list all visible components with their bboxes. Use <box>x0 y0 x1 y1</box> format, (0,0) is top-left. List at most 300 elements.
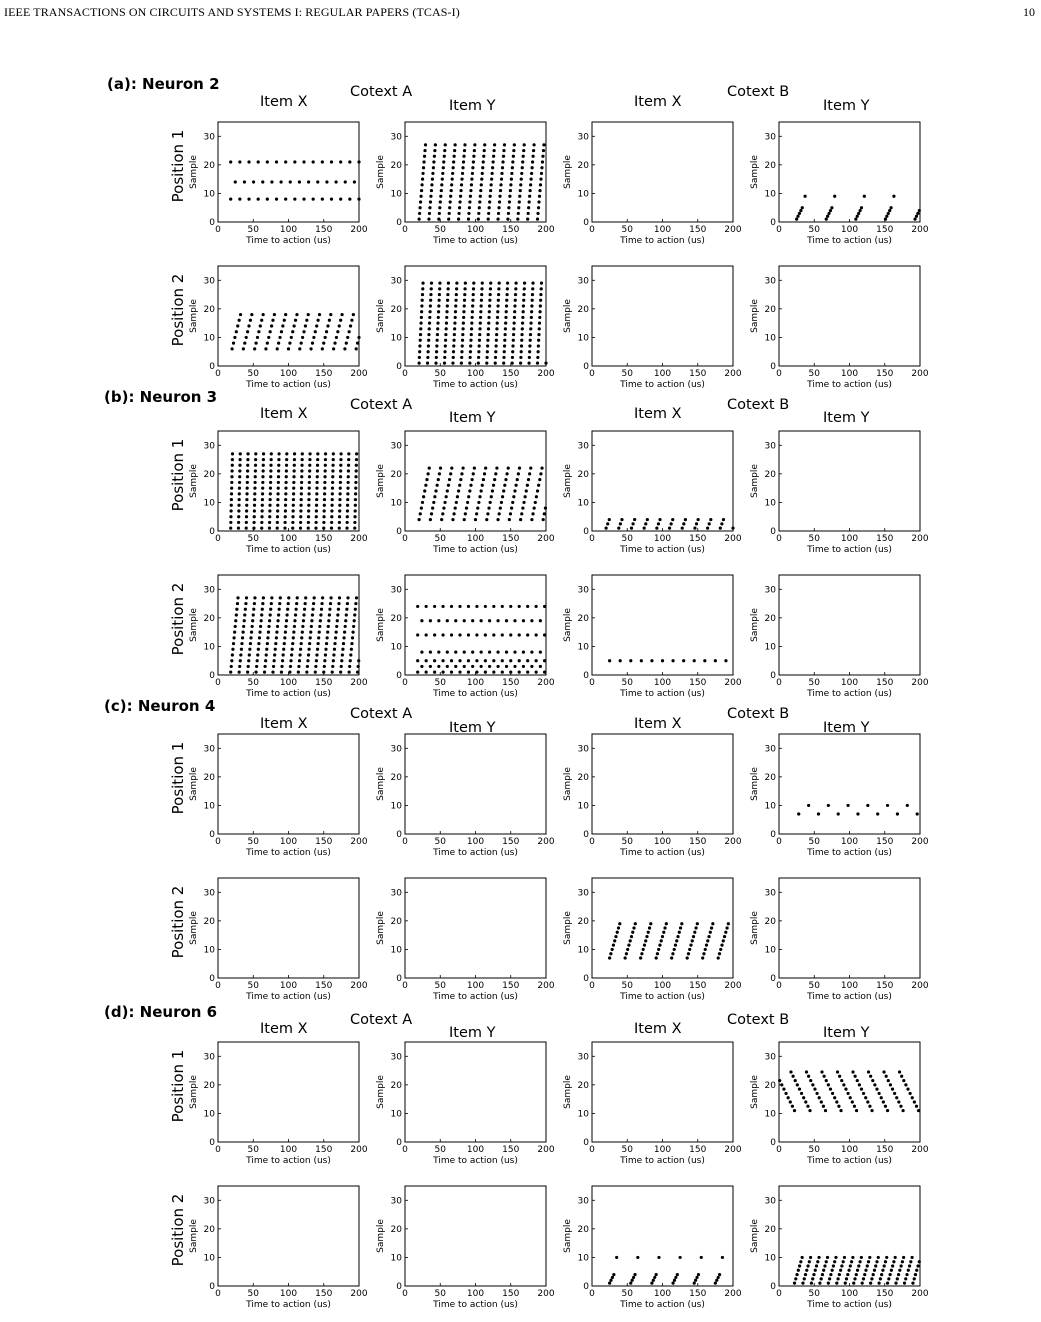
spike-point <box>300 342 303 345</box>
spike-point <box>787 1096 790 1099</box>
spike-point <box>461 172 464 175</box>
spike-point <box>429 293 432 296</box>
spike-point <box>256 659 259 662</box>
spike-point <box>293 464 296 467</box>
spike-point <box>539 293 542 296</box>
spike-point <box>423 489 426 492</box>
raster-plot <box>189 431 368 555</box>
spike-point <box>867 1070 870 1073</box>
spike-point <box>463 665 466 668</box>
spike-point <box>529 339 532 342</box>
spike-point <box>784 1092 787 1095</box>
spike-point <box>881 1269 884 1272</box>
raster-plot <box>750 734 929 858</box>
x-axis-label: Time to action (us) <box>620 236 705 246</box>
x-axis-label: Time to action (us) <box>433 1300 518 1310</box>
y-tick-label: 0 <box>396 830 402 840</box>
x-tick-label: 0 <box>402 678 408 688</box>
spike-point <box>332 653 335 656</box>
spike-point <box>284 198 287 201</box>
spike-point <box>331 475 334 478</box>
spike-point <box>329 596 332 599</box>
y-tick-label: 10 <box>390 1109 402 1120</box>
spike-point <box>479 195 482 198</box>
x-tick-label: 0 <box>589 1289 595 1299</box>
y-tick-label: 10 <box>577 801 589 812</box>
spike-point <box>424 143 427 146</box>
spike-point <box>246 671 249 674</box>
spike-point <box>902 1079 905 1082</box>
spike-point <box>446 619 449 622</box>
spike-point <box>267 631 270 634</box>
x-tick-label: 200 <box>724 981 742 991</box>
spike-point <box>277 464 280 467</box>
spike-point <box>862 1277 865 1280</box>
spike-point <box>230 475 233 478</box>
x-tick-label: 100 <box>279 981 298 991</box>
spike-point <box>336 330 339 333</box>
spike-point <box>537 484 540 487</box>
y-tick-label: 0 <box>396 974 402 984</box>
spike-point <box>276 504 279 507</box>
spike-point <box>330 160 333 163</box>
spike-point <box>846 1273 849 1276</box>
y-tick-label: 30 <box>764 1052 776 1063</box>
spike-point <box>292 631 295 634</box>
spike-point <box>778 1079 781 1082</box>
spike-point <box>492 484 495 487</box>
spike-point <box>249 642 252 645</box>
y-axis-label: Sample <box>376 1075 386 1109</box>
spike-point <box>869 1075 872 1078</box>
spike-point <box>538 322 541 325</box>
spike-point <box>438 293 441 296</box>
spike-point <box>418 518 421 521</box>
spike-point <box>482 160 485 163</box>
spike-point <box>500 178 503 181</box>
spike-point <box>718 952 721 955</box>
spike-point <box>334 180 337 183</box>
spike-point <box>451 362 454 365</box>
spike-point <box>905 1273 908 1276</box>
plot-frame <box>405 878 546 978</box>
spike-point <box>457 218 460 221</box>
spike-point <box>420 310 423 313</box>
x-tick-label: 0 <box>589 225 595 235</box>
spike-point <box>347 458 350 461</box>
spike-point <box>340 313 343 316</box>
spike-point <box>634 922 637 925</box>
spike-point <box>238 665 241 668</box>
spike-point <box>338 527 341 530</box>
x-tick-label: 0 <box>402 837 408 847</box>
spike-point <box>277 613 280 616</box>
spike-point <box>330 515 333 518</box>
spike-point <box>808 1260 811 1263</box>
spike-point <box>539 665 542 668</box>
x-tick-label: 50 <box>247 981 259 991</box>
spike-point <box>486 339 489 342</box>
spike-point <box>889 1273 892 1276</box>
spike-point <box>308 452 311 455</box>
spike-point <box>269 475 272 478</box>
spike-point <box>509 633 512 636</box>
spike-point <box>605 527 608 530</box>
spike-point <box>871 1079 874 1082</box>
spike-point <box>543 605 546 608</box>
spike-point <box>420 619 423 622</box>
x-tick-label: 50 <box>247 837 259 847</box>
y-tick-label: 30 <box>390 1052 402 1063</box>
spike-point <box>313 596 316 599</box>
spike-point <box>857 1264 860 1267</box>
spike-point <box>682 659 685 662</box>
spike-point <box>526 633 529 636</box>
spike-point <box>338 504 341 507</box>
spike-point <box>508 195 511 198</box>
spike-point <box>420 651 423 654</box>
spike-point <box>331 498 334 501</box>
spike-point <box>436 327 439 330</box>
spike-point <box>229 527 232 530</box>
spike-point <box>261 602 264 605</box>
spike-point <box>239 659 242 662</box>
spike-point <box>438 472 441 475</box>
spike-point <box>507 212 510 215</box>
spike-point <box>509 659 512 662</box>
spike-point <box>350 319 353 322</box>
y-tick-label: 30 <box>764 276 776 287</box>
spike-point <box>863 1273 866 1276</box>
spike-point <box>674 1276 677 1279</box>
spike-point <box>889 1083 892 1086</box>
spike-point <box>710 926 713 929</box>
spike-point <box>467 605 470 608</box>
spike-point <box>254 475 257 478</box>
spike-point <box>253 498 256 501</box>
y-tick-label: 20 <box>577 469 589 480</box>
y-axis-label: Sample <box>750 299 760 333</box>
spike-point <box>254 464 257 467</box>
spike-point <box>461 166 464 169</box>
spike-point <box>846 1092 849 1095</box>
spike-point <box>249 636 252 639</box>
spike-point <box>328 319 331 322</box>
spike-point <box>304 324 307 327</box>
spike-point <box>433 149 436 152</box>
spike-point <box>307 180 310 183</box>
x-tick-label: 100 <box>279 678 298 688</box>
spike-point <box>352 313 355 316</box>
context-label: Cotext B <box>727 706 790 722</box>
spike-point <box>481 166 484 169</box>
raster-plot <box>750 266 929 390</box>
spike-point <box>619 522 622 525</box>
x-tick-label: 50 <box>434 225 446 235</box>
spike-point <box>454 651 457 654</box>
x-tick-label: 0 <box>589 534 595 544</box>
y-tick-label: 20 <box>390 160 402 171</box>
spike-point <box>431 507 434 510</box>
spike-point <box>532 149 535 152</box>
spike-point <box>863 195 866 198</box>
spike-point <box>427 218 430 221</box>
y-axis-label: Sample <box>376 911 386 945</box>
item-label: Item Y <box>823 98 870 114</box>
spike-point <box>346 521 349 524</box>
spike-point <box>531 282 534 285</box>
x-tick-label: 100 <box>653 534 672 544</box>
spike-point <box>527 478 530 481</box>
spike-point <box>252 613 255 616</box>
spike-point <box>249 319 252 322</box>
spike-point <box>438 212 441 215</box>
spike-point <box>538 327 541 330</box>
spike-point <box>469 189 472 192</box>
spike-point <box>245 527 248 530</box>
spike-point <box>461 467 464 470</box>
spike-point <box>835 1282 838 1285</box>
spike-point <box>246 475 249 478</box>
spike-point <box>890 1269 893 1272</box>
y-axis-label: Sample <box>563 911 573 945</box>
spike-point <box>856 1269 859 1272</box>
x-tick-label: 200 <box>350 678 368 688</box>
spike-point <box>805 1269 808 1272</box>
x-axis-label: Time to action (us) <box>246 236 331 246</box>
spike-point <box>481 484 484 487</box>
y-tick-label: 0 <box>209 1138 215 1148</box>
spike-point <box>333 342 336 345</box>
y-tick-label: 10 <box>203 1109 215 1120</box>
spike-point <box>462 322 465 325</box>
x-tick-label: 50 <box>621 534 633 544</box>
plot-frame <box>592 1042 733 1142</box>
spike-point <box>513 489 516 492</box>
y-tick-label: 30 <box>577 1052 589 1063</box>
x-tick-label: 50 <box>434 1289 446 1299</box>
spike-point <box>458 659 461 662</box>
item-label: Item Y <box>823 410 870 426</box>
raster-plot <box>563 734 742 858</box>
spike-point <box>626 948 629 951</box>
spike-point <box>260 515 263 518</box>
x-tick-label: 0 <box>215 981 221 991</box>
spike-point <box>499 189 502 192</box>
spike-point <box>445 322 448 325</box>
spike-point <box>471 651 474 654</box>
spike-point <box>887 1079 890 1082</box>
spike-point <box>229 515 232 518</box>
raster-plot <box>376 575 555 699</box>
spike-point <box>418 344 421 347</box>
x-tick-label: 200 <box>537 225 555 235</box>
plot-frame <box>592 1186 733 1286</box>
spike-point <box>439 195 442 198</box>
spike-point <box>284 498 287 501</box>
spike-point <box>480 619 483 622</box>
y-tick-label: 20 <box>577 160 589 171</box>
spike-point <box>346 336 349 339</box>
y-tick-label: 30 <box>764 132 776 143</box>
spike-point <box>504 333 507 336</box>
spike-point <box>493 478 496 481</box>
spike-point <box>606 522 609 525</box>
spike-point <box>889 206 892 209</box>
spike-point <box>283 636 286 639</box>
spike-point <box>633 518 636 521</box>
spike-point <box>722 518 725 521</box>
x-tick-label: 100 <box>279 534 298 544</box>
spike-point <box>266 198 269 201</box>
spike-point <box>450 605 453 608</box>
spike-point <box>477 212 480 215</box>
item-label: Item Y <box>449 98 496 114</box>
spike-point <box>315 492 318 495</box>
y-tick-label: 20 <box>577 1224 589 1235</box>
spike-point <box>269 469 272 472</box>
spike-point <box>284 631 287 634</box>
spike-point <box>492 633 495 636</box>
item-label: Item Y <box>449 1025 496 1041</box>
spike-point <box>636 1256 639 1259</box>
raster-plot <box>563 1186 742 1310</box>
spike-point <box>493 143 496 146</box>
spike-point <box>300 469 303 472</box>
spike-point <box>350 642 353 645</box>
spike-point <box>475 605 478 608</box>
spike-point <box>916 812 919 815</box>
row-label: Position 2 <box>169 1193 187 1267</box>
spike-point <box>828 1277 831 1280</box>
spike-point <box>262 452 265 455</box>
spike-point <box>331 665 334 668</box>
spike-point <box>501 633 504 636</box>
spike-point <box>521 316 524 319</box>
raster-plot <box>750 122 929 246</box>
x-tick-label: 100 <box>840 369 859 379</box>
spike-point <box>312 198 315 201</box>
spike-point <box>446 489 449 492</box>
spike-point <box>489 293 492 296</box>
spike-point <box>492 659 495 662</box>
spike-point <box>330 198 333 201</box>
spike-point <box>707 935 710 938</box>
spike-point <box>632 1276 635 1279</box>
spike-point <box>686 956 689 959</box>
spike-point <box>472 282 475 285</box>
page-number: 10 <box>1023 5 1035 19</box>
spike-point <box>338 509 341 512</box>
spike-point <box>509 671 512 674</box>
spike-point <box>452 356 455 359</box>
spike-point <box>333 642 336 645</box>
spike-point <box>357 160 360 163</box>
spike-point <box>538 195 541 198</box>
spike-point <box>518 467 521 470</box>
spike-point <box>429 665 432 668</box>
spike-point <box>468 489 471 492</box>
spike-point <box>471 299 474 302</box>
x-tick-label: 0 <box>776 981 782 991</box>
spike-point <box>542 518 545 521</box>
y-tick-label: 0 <box>770 218 776 228</box>
spike-point <box>328 608 331 611</box>
spike-point <box>280 665 283 668</box>
spike-point <box>230 504 233 507</box>
spike-point <box>430 512 433 515</box>
spike-point <box>658 518 661 521</box>
x-axis-label: Time to action (us) <box>246 1156 331 1166</box>
spike-point <box>422 160 425 163</box>
raster-plot <box>189 266 368 390</box>
spike-point <box>661 935 664 938</box>
spike-point <box>477 350 480 353</box>
spike-point <box>695 1276 698 1279</box>
spike-point <box>633 1273 636 1276</box>
spike-point <box>425 605 428 608</box>
spike-point <box>498 282 501 285</box>
spike-point <box>494 356 497 359</box>
spike-point <box>357 659 360 662</box>
spike-point <box>655 1273 658 1276</box>
plot-frame <box>218 1042 359 1142</box>
spike-point <box>497 287 500 290</box>
spike-point <box>460 362 463 365</box>
spike-point <box>273 659 276 662</box>
spike-point <box>338 521 341 524</box>
y-tick-label: 0 <box>209 218 215 228</box>
spike-point <box>231 469 234 472</box>
spike-point <box>838 1273 841 1276</box>
spike-point <box>441 659 444 662</box>
spike-point <box>528 195 531 198</box>
spike-point <box>430 282 433 285</box>
x-tick-label: 0 <box>776 1289 782 1299</box>
spike-point <box>847 1269 850 1272</box>
y-tick-label: 20 <box>577 304 589 315</box>
x-tick-label: 150 <box>689 369 707 379</box>
spike-point <box>789 1100 792 1103</box>
spike-point <box>419 327 422 330</box>
spike-point <box>433 155 436 158</box>
spike-point <box>298 653 301 656</box>
spike-point <box>231 458 234 461</box>
x-tick-label: 0 <box>776 837 782 847</box>
x-tick-label: 0 <box>776 678 782 688</box>
context-label: Cotext A <box>350 1012 413 1028</box>
spike-point <box>639 956 642 959</box>
spike-point <box>525 489 528 492</box>
y-tick-label: 0 <box>583 671 589 681</box>
spike-point <box>515 282 518 285</box>
spike-point <box>269 498 272 501</box>
spike-point <box>478 200 481 203</box>
x-tick-label: 0 <box>215 225 221 235</box>
x-tick-label: 0 <box>215 369 221 379</box>
spike-point <box>522 299 525 302</box>
spike-point <box>474 518 477 521</box>
spike-point <box>820 1277 823 1280</box>
spike-point <box>445 495 448 498</box>
spike-point <box>464 282 467 285</box>
spike-point <box>896 812 899 815</box>
spike-point <box>277 475 280 478</box>
spike-point <box>540 467 543 470</box>
spike-point <box>820 1100 823 1103</box>
y-tick-label: 30 <box>390 441 402 452</box>
spike-point <box>642 948 645 951</box>
